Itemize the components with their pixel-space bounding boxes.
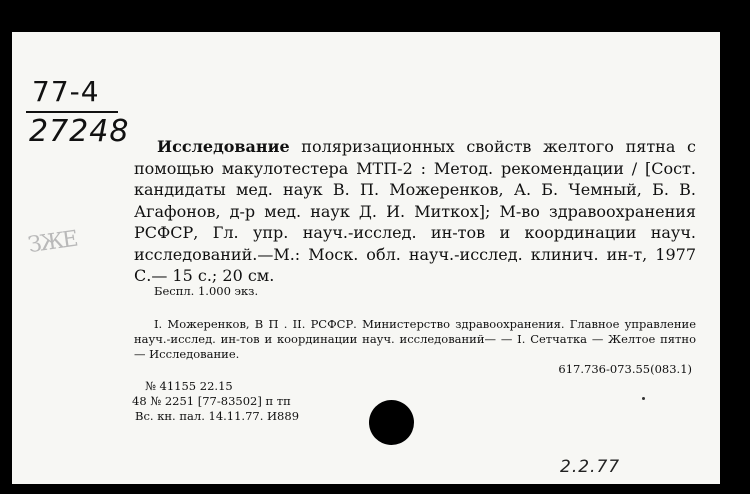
punch-hole bbox=[369, 400, 414, 445]
udc-code: 617.736-073.55(083.1) bbox=[558, 362, 692, 376]
bibliographic-description bbox=[134, 136, 696, 287]
title-bold: Исследование bbox=[157, 137, 290, 156]
description-text: поляризационных свойств желтого пятна с помощью макулотестера МТП-2 : Метод. рекомендации / [Сост. кандидаты мед. наук В. П. Можеренков, А. Б. Чемный, Б. В. Агафонов, д-р мед. наук Д. И. Миткох]; М-во здравоохранения РСФСР, Гл. упр. науч.-исслед. ин-тов и координации науч. исследований.—М.: Моск. обл. науч.-исслед. клинич. ин-т, 1977 С.— 15 с.; 20 см. bbox=[134, 137, 696, 285]
tracings: I. Можеренков, В П . II. РСФСР. Министерство здравоохранения. Главное управление науч.-исслед. ин-тов и координации науч. исследований— — I. Сетчатка — Желтое пятно — Исследование. bbox=[134, 317, 696, 361]
call-number-bottom: 27248 bbox=[29, 114, 130, 149]
date-stamp: 2.2.77 bbox=[560, 457, 621, 477]
call-number-divider bbox=[26, 111, 118, 113]
call-number-top: 77-4 bbox=[32, 75, 100, 108]
record-number-3: Вс. кн. пал. 14.11.77. И889 bbox=[135, 409, 300, 423]
price-line: Беспл. 1.000 экз. bbox=[154, 284, 259, 298]
catalog-card bbox=[12, 32, 720, 484]
faded-mark: ЗЖЕ bbox=[26, 226, 78, 259]
ink-dot bbox=[642, 397, 645, 400]
record-number-1: № 41155 22.15 bbox=[145, 379, 233, 393]
record-number-2: 48 № 2251 [77-83502] п тп bbox=[132, 394, 291, 408]
